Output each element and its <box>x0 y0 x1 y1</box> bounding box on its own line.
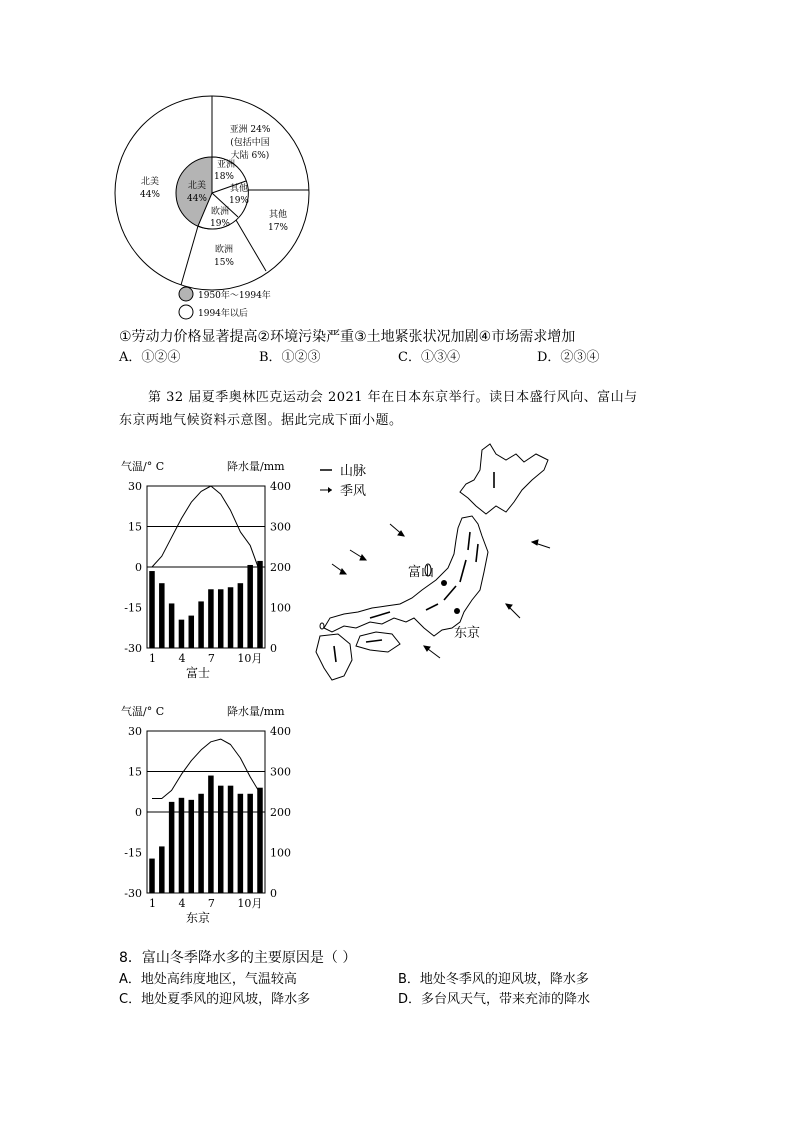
option-b[interactable]: B．①②③ <box>259 350 321 365</box>
precip-bar <box>179 620 185 648</box>
x-tick-label: 4 <box>178 897 186 910</box>
precip-tick-label: 0 <box>270 887 277 900</box>
tokyo-label: 东京 <box>454 626 481 641</box>
temp-tick-label: -30 <box>124 642 142 655</box>
precip-bar <box>238 583 244 648</box>
option-c[interactable]: C．①③④ <box>398 350 460 365</box>
legend-label-1950: 1950年～1994年 <box>198 291 271 301</box>
precip-bar <box>198 601 204 648</box>
x-tick-label: 7 <box>207 897 215 910</box>
precip-bar <box>228 587 234 648</box>
temp-tick-label: 0 <box>135 561 142 574</box>
q8-option-d[interactable]: D．多台风天气，带来充沛的降水 <box>398 992 591 1007</box>
y-axis-label: 气温/° C <box>121 705 165 718</box>
climate-chart-tokyo <box>115 700 300 945</box>
temp-tick-label: 0 <box>135 806 142 819</box>
pie-outer-label-na: 北美 <box>140 177 160 187</box>
shikoku-outline <box>356 632 400 652</box>
x-tick-label: 7 <box>207 652 215 665</box>
precip-tick-label: 200 <box>270 561 291 574</box>
pie-outer-sub-asia: 大陆 6%) <box>230 151 270 161</box>
legend-swatch-grey <box>179 287 193 301</box>
pie-outer-sub-na: 44% <box>139 190 161 200</box>
legend-swatch-white <box>179 305 193 319</box>
option-d[interactable]: D．②③④ <box>537 350 600 365</box>
legend-wind-label: 季风 <box>340 484 367 499</box>
option-a[interactable]: A．①②④ <box>119 350 181 365</box>
pie-inner-label-asia: 亚洲 <box>216 160 236 170</box>
intro-line-1: 第 32 届夏季奥林匹克运动会 2021 年在日本东京举行。读日本盛行风向、富山与 <box>148 390 638 405</box>
temp-tick-label: 30 <box>128 725 142 738</box>
precip-bar <box>149 859 155 893</box>
pie-inner-sub-europe: 19% <box>209 219 231 229</box>
precip-tick-label: 400 <box>270 480 291 493</box>
pie-outer-label-asia: 亚洲 24% <box>229 125 271 135</box>
pie-inner-label-europe: 欧洲 <box>210 207 230 217</box>
precip-bar <box>198 794 204 893</box>
pie-inner-sub-asia: 18% <box>213 172 235 182</box>
precip-bar <box>257 561 263 648</box>
pie-inner-label-na: 北美 <box>187 181 207 191</box>
honshu-outline <box>324 516 488 636</box>
precip-tick-label: 200 <box>270 806 291 819</box>
pie-outer-sub-asia: (包括中国 <box>230 138 270 148</box>
toyama-dot <box>441 580 447 586</box>
pie-outer-label-europe: 欧洲 <box>214 245 234 255</box>
y-axis-label: 气温/° C <box>121 460 165 473</box>
precip-tick-label: 100 <box>270 601 291 615</box>
precip-bar <box>179 798 185 893</box>
toyama-label: 富山 <box>408 565 435 580</box>
temp-tick-label: 15 <box>128 765 142 779</box>
temp-tick-label: 30 <box>128 480 142 493</box>
intro-line-2: 东京两地气候资料示意图。据此完成下面小题。 <box>119 413 403 428</box>
pie-chart <box>100 85 340 325</box>
temp-line <box>152 739 260 798</box>
legend-mountain-label: 山脉 <box>340 464 367 479</box>
precip-tick-label: 300 <box>270 765 291 779</box>
legend-wind-arrowhead <box>328 487 332 493</box>
precip-bar <box>208 776 214 893</box>
temp-tick-label: -15 <box>124 846 142 860</box>
precip-bar <box>189 800 195 893</box>
precip-bar <box>149 571 155 648</box>
x-tick-label: 4 <box>178 652 186 665</box>
temp-line <box>152 486 260 572</box>
island <box>320 623 324 629</box>
station-name: 东京 <box>186 911 211 925</box>
precip-bar <box>159 583 165 648</box>
hokkaido-outline <box>460 444 548 514</box>
x-tick-label: 1 <box>149 897 156 910</box>
precip-tick-label: 100 <box>270 846 291 860</box>
precip-bar <box>238 794 244 893</box>
pie-inner-label-other: 其他 <box>229 184 249 194</box>
x-tick-label: 10月 <box>237 652 263 665</box>
temp-tick-label: 15 <box>128 520 142 534</box>
pie-outer-label-other: 其他 <box>268 210 288 220</box>
pie-outer-sub-europe: 15% <box>213 258 235 268</box>
precip-bar <box>169 603 175 648</box>
precip-tick-label: 0 <box>270 642 277 655</box>
pie-inner-sub-other: 19% <box>228 196 250 206</box>
y2-axis-label: 降水量/mm <box>227 460 285 473</box>
y2-axis-label: 降水量/mm <box>227 705 285 718</box>
japan-map <box>310 440 580 685</box>
q8-option-a[interactable]: A．地处高纬度地区，气温较高 <box>119 972 297 987</box>
precip-bar <box>218 786 224 893</box>
statements-line: ①劳动力价格显著提高②环境污染严重③土地紧张状况加剧④市场需求增加 <box>119 329 576 345</box>
q8-option-b[interactable]: B．地处冬季风的迎风坡，降水多 <box>398 972 589 987</box>
x-tick-label: 1 <box>149 652 156 665</box>
precip-bar <box>189 616 195 648</box>
x-tick-label: 10月 <box>237 897 263 910</box>
q8-option-c[interactable]: C．地处夏季风的迎风坡，降水多 <box>119 992 311 1007</box>
pie-inner-sub-na: 44% <box>186 194 208 204</box>
precip-bar <box>228 786 234 893</box>
q8-stem: 8．富山冬季降水多的主要原因是（ ） <box>119 950 357 966</box>
precip-tick-label: 300 <box>270 520 291 534</box>
station-name: 富士 <box>186 666 211 680</box>
precip-bar <box>208 589 214 648</box>
kyushu-outline <box>316 634 352 680</box>
precip-bar <box>169 802 175 893</box>
legend-label-1994: 1994年以后 <box>198 309 248 319</box>
pie-outer-sub-other: 17% <box>267 223 289 233</box>
temp-tick-label: -15 <box>124 601 142 615</box>
precip-bar <box>247 565 253 648</box>
precip-bar <box>257 788 263 893</box>
precip-tick-label: 400 <box>270 725 291 738</box>
precip-bar <box>218 589 224 648</box>
tokyo-dot <box>454 608 460 614</box>
precip-bar <box>159 846 165 893</box>
temp-tick-label: -30 <box>124 887 142 900</box>
climate-chart-fuji <box>115 455 300 690</box>
precip-bar <box>247 794 253 893</box>
